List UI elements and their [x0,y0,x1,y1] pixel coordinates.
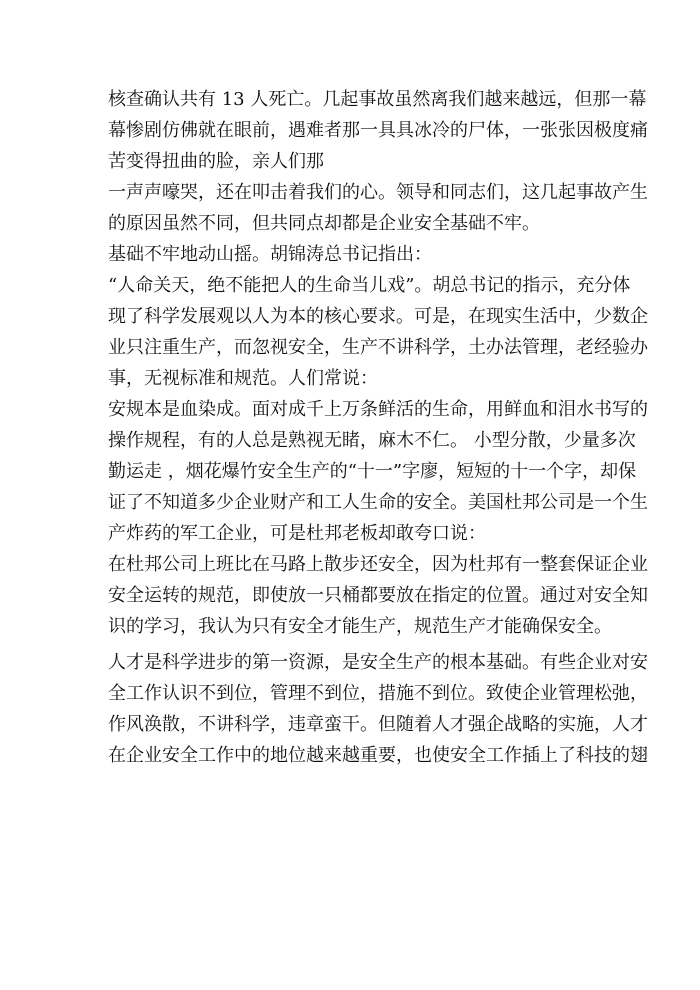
text-line: 业只注重生产，而忽视安全，生产不讲科学，土办法管理，老经验办 [108,337,648,358]
text-line: 现了科学发展观以人为本的核心要求。可是，在现实生活中，少数企 [108,306,648,327]
text-line: 作风涣散，不讲科学，违章蛮干。但随着人才强企战略的实施，人才 [108,714,648,735]
text-line: 安规本是血染成。面对成千上万条鲜活的生命，用鲜血和泪水书写的 [108,399,648,420]
paragraph-3 [108,239,596,270]
text-line: 核查确认共有 13 人死亡。几起事故虽然离我们越来越远，但那一幕 [108,89,647,110]
document-body [108,84,648,771]
text-line: 苦变得扭曲的脸，亲人们那 [108,151,324,172]
text-line: 在杜邦公司上班比在马路上散步还安全，因为杜邦有一整套保证企业 [108,554,648,575]
text-line: 的原因虽然不同，但共同点却都是企业安全基础不牢。 [108,213,540,234]
text-line: 幕惨剧仿佛就在眼前，遇难者那一具具冰冷的尸体，一张张因极度痛 [108,120,648,141]
paragraph-6 [108,549,648,642]
text-line: 基础不牢地动山摇。胡锦涛总书记指出： [108,244,432,265]
paragraph-7 [108,647,648,771]
text-line: 产炸药的军工企业，可是杜邦老板却敢夸口说： [108,523,486,544]
text-line: “人命关天，绝不能把人的生命当儿戏”。胡总书记的指示，充分体 [108,275,631,296]
paragraph-5 [108,394,648,549]
paragraph-1 [108,84,648,177]
text-line: 在企业安全工作中的地位越来越重要，也使安全工作插上了科技的翅 [108,745,648,766]
text-line: 全工作认识不到位，管理不到位，措施不到位。致使企业管理松弛， [108,683,648,704]
text-line: 识的学习，我认为只有安全才能生产，规范生产才能确保安全。 [108,616,612,637]
text-line: 证了不知道多少企业财产和工人生命的安全。美国杜邦公司是一个生 [108,492,648,513]
text-line: 安全运转的规范，即使放一只桶都要放在指定的位置。通过对安全知 [108,585,648,606]
paragraph-4 [108,270,648,394]
paragraph-2 [108,177,648,239]
text-line: 操作规程，有的人总是熟视无睹，麻木不仁。 小型分散，少量多次 [108,430,636,451]
text-line: 人才是科学进步的第一资源，是安全生产的根本基础。有些企业对安 [108,652,648,673]
text-line: 一声声嚎哭，还在叩击着我们的心。领导和同志们，这几起事故产生 [108,182,648,203]
text-line: 勤运走 ，烟花爆竹安全生产的“十一”字廖，短短的十一个字，却保 [108,461,637,482]
text-line: 事，无视标准和规范。人们常说： [108,368,378,389]
